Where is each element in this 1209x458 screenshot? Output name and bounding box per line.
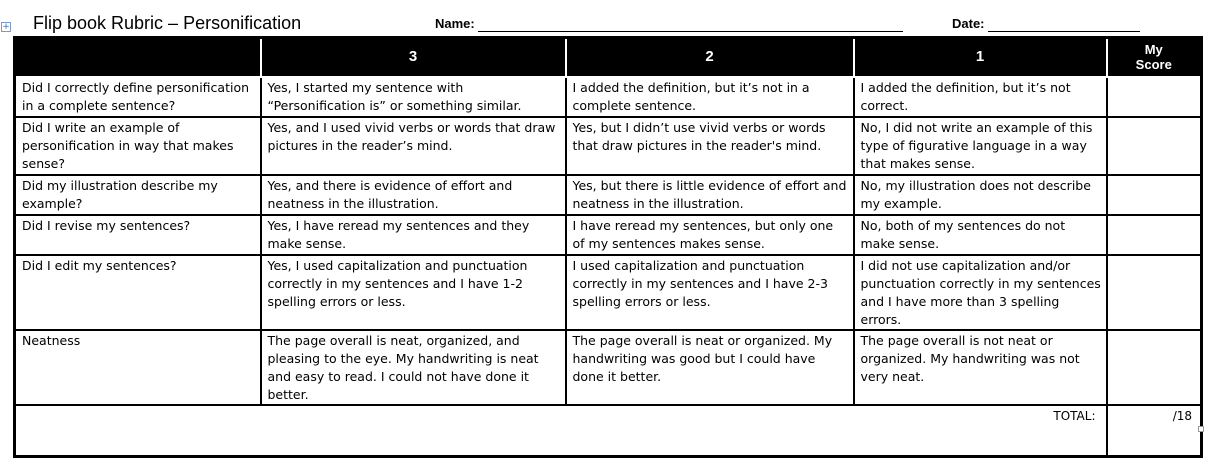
my-score-cell[interactable]: [1107, 330, 1202, 405]
table-row: [15, 117, 1202, 175]
table-resize-handle-icon[interactable]: [1198, 426, 1204, 432]
criterion-cell: Did I write an example of personification in way that makes sense?: [15, 117, 261, 175]
header-row: [15, 38, 1202, 77]
my-score-header: [1107, 38, 1202, 77]
total-label: TOTAL:: [15, 405, 1107, 457]
level-1-header: 1: [854, 38, 1107, 77]
my-score-header-label: My Score: [1135, 42, 1172, 73]
date-field-line[interactable]: [988, 31, 1140, 32]
criterion-cell: Neatness: [15, 330, 261, 405]
my-score-cell[interactable]: [1107, 175, 1202, 215]
criterion-cell: Did my illustration describe my example?: [15, 175, 261, 215]
level-1-cell: I added the definition, but it’s not correct.: [854, 77, 1107, 117]
level-2-cell: Yes, but I didn’t use vivid verbs or words that draw pictures in the reader's mind.: [566, 117, 854, 175]
level-3-cell: Yes, and I used vivid verbs or words that draw pictures in the reader’s mind.: [261, 117, 566, 175]
criteria-header: [15, 38, 261, 77]
criterion-cell: Did I correctly define personification in a complete sentence?: [15, 77, 261, 117]
document-title: Flip book Rubric – Personification: [33, 13, 302, 33]
rubric-table: [13, 36, 1203, 458]
level-1-cell: I did not use capitalization and/or punctuation correctly in my sentences and I have more than 3 spelling errors.: [854, 255, 1107, 330]
table-row: [15, 175, 1202, 215]
criterion-cell: Did I revise my sentences?: [15, 215, 261, 255]
table-row: [15, 215, 1202, 255]
my-score-cell[interactable]: [1107, 77, 1202, 117]
level-3-cell: Yes, I started my sentence with “Personification is” or something similar.: [261, 77, 566, 117]
level-2-cell: Yes, but there is little evidence of effort and neatness in the illustration.: [566, 175, 854, 215]
level-3-cell: Yes, I have reread my sentences and they make sense.: [261, 215, 566, 255]
my-score-cell[interactable]: [1107, 117, 1202, 175]
my-score-cell[interactable]: [1107, 255, 1202, 330]
name-label: Name:: [435, 16, 475, 31]
my-score-cell[interactable]: [1107, 215, 1202, 255]
level-2-cell: I have reread my sentences, but only one of my sentences makes sense.: [566, 215, 854, 255]
table-row: [15, 77, 1202, 117]
level-2-cell: The page overall is neat or organized. My handwriting was good but I could have done it better.: [566, 330, 854, 405]
level-1-cell: No, my illustration does not describe my example.: [854, 175, 1107, 215]
level-2-header: 2: [566, 38, 854, 77]
level-1-cell: The page overall is not neat or organized. My handwriting was not very neat.: [854, 330, 1107, 405]
criterion-cell: Did I edit my sentences?: [15, 255, 261, 330]
table-move-handle-icon[interactable]: +: [2, 22, 10, 32]
name-field-line[interactable]: [478, 31, 903, 32]
level-2-cell: I added the definition, but it’s not in a complete sentence.: [566, 77, 854, 117]
level-3-cell: The page overall is neat, organized, and pleasing to the eye. My handwriting is neat and easy to read. I could not have done it better.: [261, 330, 566, 405]
date-label: Date:: [952, 16, 985, 31]
level-3-cell: Yes, and there is evidence of effort and neatness in the illustration.: [261, 175, 566, 215]
level-3-cell: Yes, I used capitalization and punctuation correctly in my sentences and I have 1-2 spelling errors or less.: [261, 255, 566, 330]
level-3-header: 3: [261, 38, 566, 77]
level-1-cell: No, I did not write an example of this type of figurative language in a way that makes sense.: [854, 117, 1107, 175]
level-2-cell: I used capitalization and punctuation correctly in my sentences and I have 2-3 spelling errors or less.: [566, 255, 854, 330]
table-row: [15, 330, 1202, 405]
total-score-cell[interactable]: /18: [1107, 405, 1202, 457]
total-row: [15, 405, 1202, 457]
table-row: [15, 255, 1202, 330]
level-1-cell: No, both of my sentences do not make sense.: [854, 215, 1107, 255]
